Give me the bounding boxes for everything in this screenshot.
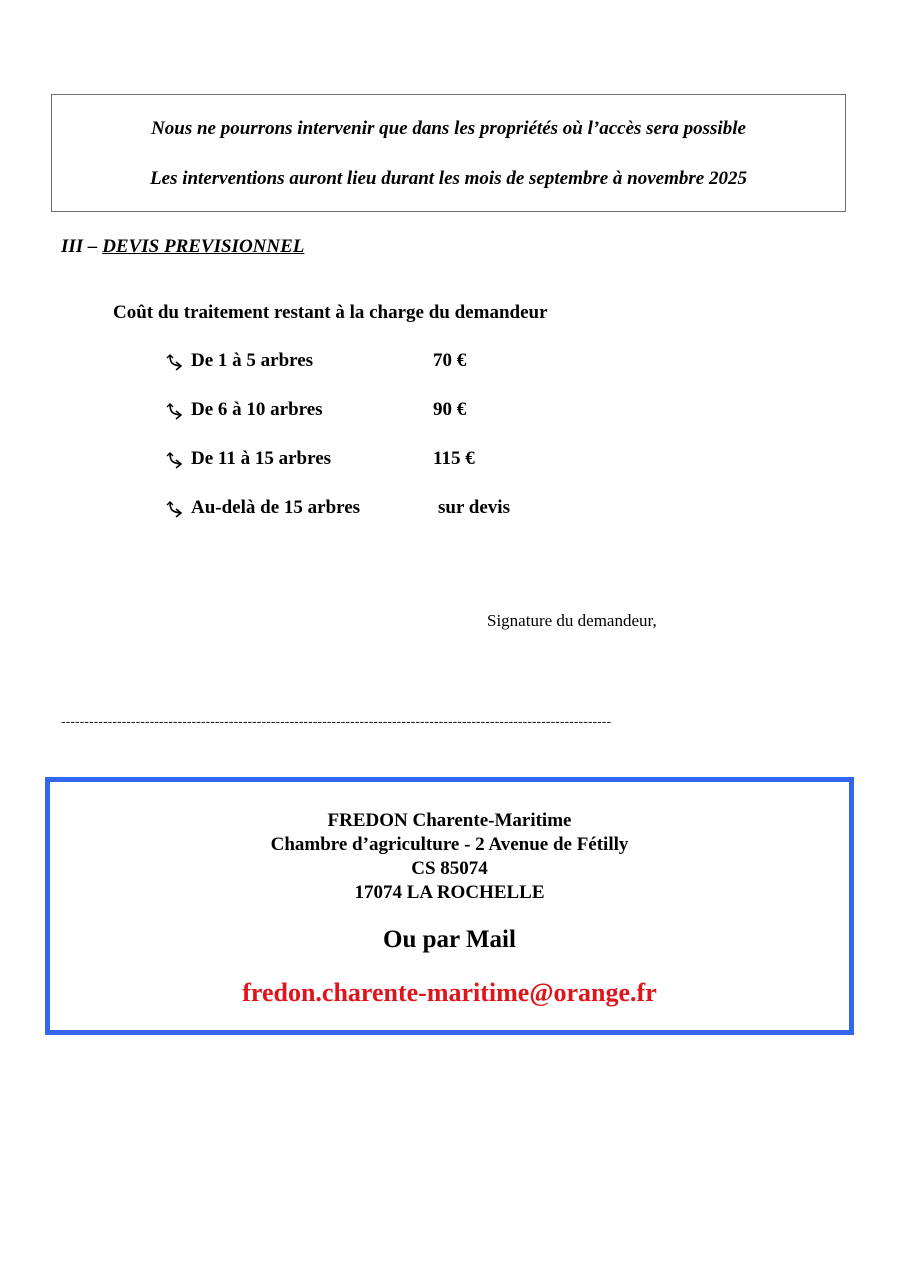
section-number: III – (61, 236, 103, 257)
curved-arrow-icon (166, 354, 184, 372)
curved-arrow-icon (166, 452, 184, 470)
notice-box (51, 94, 846, 212)
price-row-value: 115 € (433, 448, 475, 469)
price-row (166, 350, 566, 374)
price-row (166, 399, 566, 423)
price-row-value: 70 € (433, 350, 467, 371)
price-row (166, 448, 566, 472)
price-row-value: sur devis (438, 497, 510, 518)
section-heading: DEVIS PREVISIONNEL (102, 236, 305, 257)
contact-box (45, 777, 854, 1035)
curved-arrow-icon (166, 403, 184, 421)
email-link[interactable]: fredon.charente-maritime@orange.fr (242, 978, 657, 1007)
contact-address-line2: CS 85074 (411, 858, 488, 879)
cut-line-separator: ---------------------------------------------------------------------------------------------------------------------- (61, 714, 612, 728)
section-title (61, 236, 304, 258)
curved-arrow-icon (166, 501, 184, 519)
price-row-label: De 1 à 5 arbres (191, 350, 314, 371)
contact-address-line1: Chambre d’agriculture - 2 Avenue de Fétilly (270, 834, 629, 855)
price-row-value: 90 € (433, 399, 467, 420)
signature-label: Signature du demandeur, (487, 611, 657, 630)
cost-intro: Coût du traitement restant à la charge du demandeur (113, 302, 548, 323)
price-row-label: De 6 à 10 arbres (191, 399, 323, 420)
contact-org: FREDON Charente-Maritime (327, 810, 572, 831)
price-row (166, 497, 566, 521)
notice-access-text: Nous ne pourrons intervenir que dans les propriétés où l’accès sera possible (151, 118, 746, 139)
notice-period-text: Les interventions auront lieu durant les mois de septembre à novembre 2025 (150, 168, 747, 189)
contact-city: 17074 LA ROCHELLE (354, 882, 545, 903)
mail-heading: Ou par Mail (383, 926, 516, 953)
price-row-label: Au-delà de 15 arbres (191, 497, 361, 518)
price-row-label: De 11 à 15 arbres (191, 448, 332, 469)
